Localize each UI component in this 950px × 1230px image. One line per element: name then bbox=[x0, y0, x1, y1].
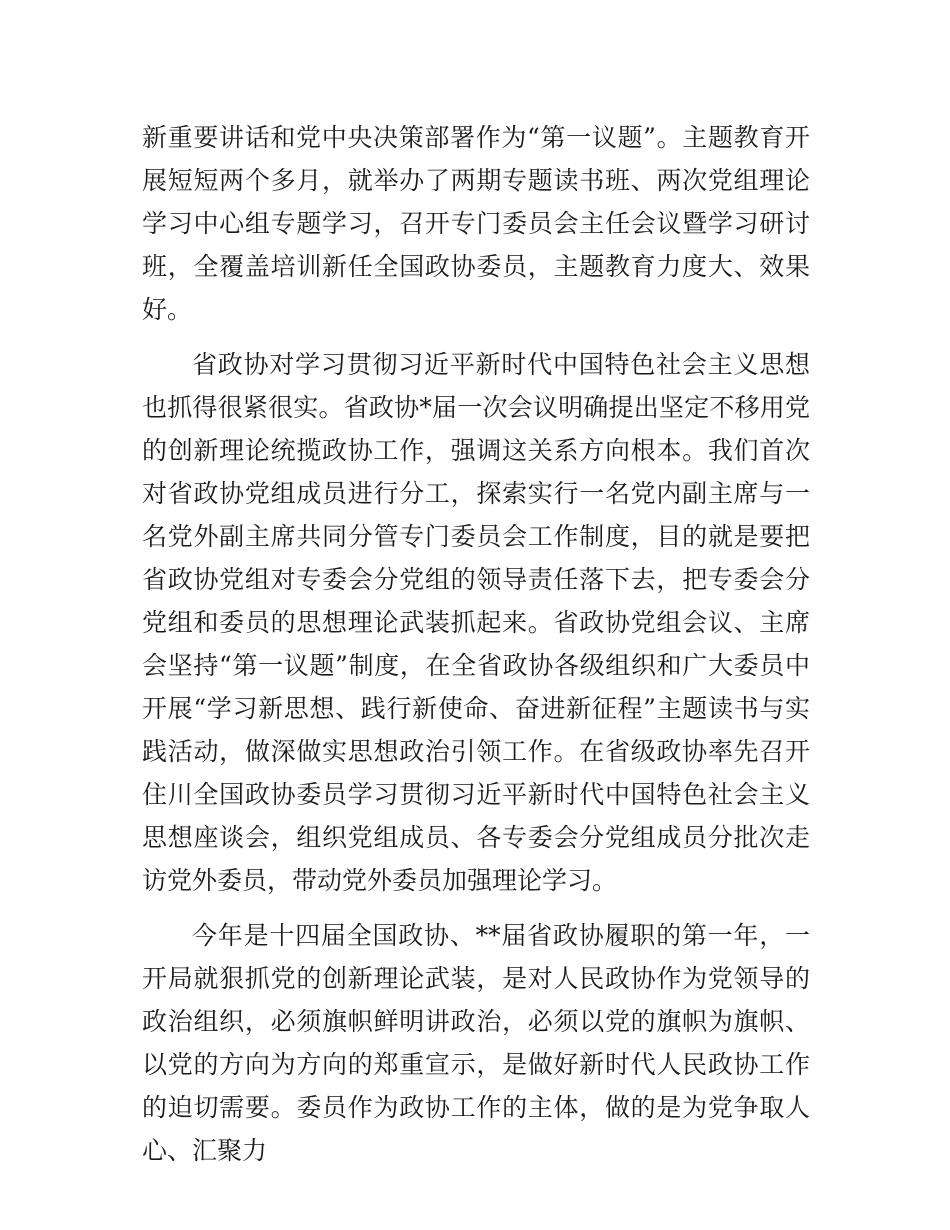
document-body bbox=[142, 116, 810, 1184]
paragraph: 省政协对学习贯彻习近平新时代中国特色社会主义思想也抓得很紧很实。省政协*届一次会议明确提出坚定不移用党的创新理论统揽政协工作，强调这关系方向根本。我们首次对省政协党组成员进行分工，探索实行一名党内副主席与一名党外副主席共同分管专门委员会工作制度，目的就是要把省政协党组对专委会分党组的领导责任落下去，把专委会分党组和委员的思想理论武装抓起来。省政协党组会议、主席会坚持“第一议题”制度，在全省政协各级组织和广大委员中开展“学习新思想、践行新使命、奋进新征程”主题读书与实践活动，做深做实思想政治引领工作。在省级政协率先召开住川全国政协委员学习贯彻习近平新时代中国特色社会主义思想座谈会，组织党组成员、各专委会分党组成员分批次走访党外委员，带动党外委员加强理论学习。 bbox=[142, 350, 810, 895]
paragraph: 今年是十四届全国政协、**届省政协履职的第一年，一开局就狠抓党的创新理论武装，是对人民政协作为党领导的政治组织，必须旗帜鲜明讲政治，必须以党的旗帜为旗帜、以党的方向为方向的郑重宣示，是做好新时代人民政协工作的迫切需要。委员作为政协工作的主体，做的是为党争取人心、汇聚力 bbox=[142, 921, 810, 1165]
paragraph-continued: 新重要讲话和党中央决策部署作为“第一议题”。主题教育开展短短两个多月，就举办了两期专题读书班、两次党组理论学习中心组专题学习，召开专门委员会主任会议暨学习研讨班，全覆盖培训新任全国政协委员，主题教育力度大、效果好。 bbox=[142, 123, 810, 324]
